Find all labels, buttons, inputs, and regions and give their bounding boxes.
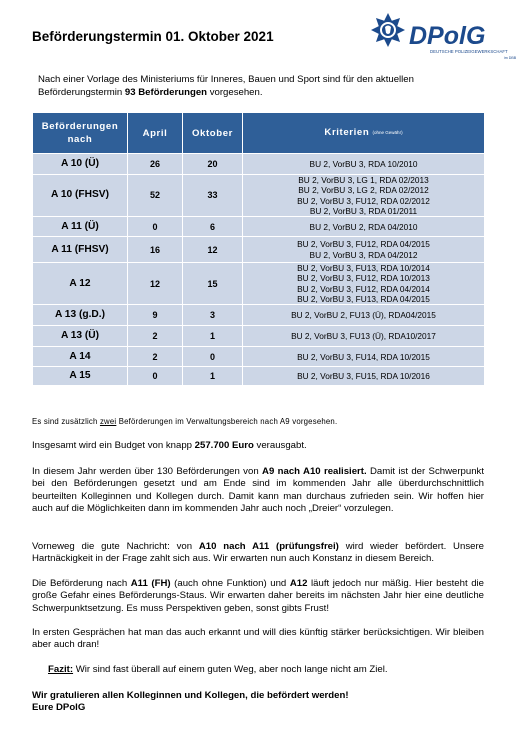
a10-a11-paragraph xyxy=(32,541,484,566)
conclusion-paragraph xyxy=(48,664,500,676)
table-row xyxy=(33,154,485,175)
criteria-cell xyxy=(243,237,485,263)
a9-a10-paragraph xyxy=(32,466,484,516)
grade-cell: A 12 xyxy=(33,263,128,305)
p1-bold: 257.700 Euro xyxy=(194,440,254,451)
intro-paragraph xyxy=(38,73,478,99)
criteria-cell xyxy=(243,175,485,217)
april-cell: 2 xyxy=(128,347,183,367)
header-grade xyxy=(33,113,128,154)
criteria-cell xyxy=(243,347,485,367)
criteria-cell xyxy=(243,367,485,386)
oktober-cell: 6 xyxy=(183,217,243,237)
oktober-cell: 0 xyxy=(183,347,243,367)
footnote-underlined: zwei xyxy=(99,417,117,426)
grade-cell: A 14 xyxy=(33,347,128,367)
header-grade-line1: Beförderungen xyxy=(41,121,119,132)
p1-text: Insgesamt wird ein Budget von knapp xyxy=(32,440,195,451)
intro-tail: vorgesehen. xyxy=(207,87,263,98)
oktober-cell: 12 xyxy=(183,237,243,263)
criteria-line: BU 2, VorBU 3, RDA 04/2012 xyxy=(309,249,418,260)
criteria-line: BU 2, VorBU 3, FU12, RDA 02/2012 xyxy=(297,195,430,206)
p4-mid: (auch ohne Funktion) und xyxy=(170,578,290,589)
p4-bold2: A12 xyxy=(289,578,308,589)
p4-text: Die Beförderung nach xyxy=(32,578,131,589)
footnote-tail: Beförderungen im Verwaltungsbereich nach A9 vorgesehen. xyxy=(116,417,338,426)
logo-line1: DEUTSCHE POLIZEIGEWERKSCHAFT xyxy=(430,49,508,54)
talks-paragraph: In ersten Gesprächen hat man das auch erkannt und will dies künftig stärker berücksichtigen. Wir bleiben aber auch dran! xyxy=(32,627,484,651)
p2-text: In diesem Jahr werden über 130 Beförderungen von xyxy=(32,466,263,477)
logo-name: DPolG xyxy=(409,22,486,50)
criteria-cell xyxy=(243,326,485,347)
oktober-cell: 15 xyxy=(183,263,243,305)
header-criteria-label: Kriterien xyxy=(324,127,370,139)
april-cell: 16 xyxy=(128,237,183,263)
april-cell: 9 xyxy=(128,305,183,326)
page-title: Beförderungstermin 01. Oktober 2021 xyxy=(32,29,274,44)
conclusion-text: Wir sind fast überall auf einem guten Weg, aber noch lange nicht am Ziel. xyxy=(73,664,388,675)
grade-cell: A 10 (FHSV) xyxy=(33,175,128,217)
criteria-line: BU 2, VorBU 3, LG 2, RDA 02/2012 xyxy=(298,185,429,196)
grade-cell: A 13 (g.D.) xyxy=(33,305,128,326)
p4-tail: läuft jedoch nur mäßig. Hier besteht die große Gefahr eines Beförderungs-Staus. Wir erwarten daher bereits im nächsten Jahr hier eine deutliche Schwerpunktsetzung. Es muss Perspektiven geben, sonst gibts Frust! xyxy=(32,578,484,614)
criteria-line: BU 2, VorBU 2, FU13 (Ü), RDA04/2015 xyxy=(291,310,436,321)
closing-line1: Wir gratulieren allen Kolleginnen und Kollegen, die befördert werden! xyxy=(32,690,349,701)
criteria-line: BU 2, VorBU 3, RDA 01/2011 xyxy=(309,205,418,216)
p2-bold: A9 nach A10 realisiert. xyxy=(262,466,367,477)
criteria-line: BU 2, VorBU 3, RDA 10/2010 xyxy=(309,158,418,169)
table-row xyxy=(33,347,485,367)
header-april: April xyxy=(128,113,183,154)
table-row xyxy=(33,367,485,386)
conclusion-label: Fazit: xyxy=(48,664,74,675)
p3-text: Vorneweg die gute Nachricht: von xyxy=(32,541,199,552)
criteria-line: BU 2, VorBU 3, LG 1, RDA 02/2013 xyxy=(298,175,429,185)
criteria-cell xyxy=(243,263,485,305)
criteria-line: BU 2, VorBU 2, RDA 04/2010 xyxy=(309,221,418,232)
criteria-line: BU 2, VorBU 3, FU12, RDA 10/2013 xyxy=(297,273,430,284)
grade-cell: A 15 xyxy=(33,367,128,386)
dpolg-logo xyxy=(367,10,517,65)
criteria-cell xyxy=(243,305,485,326)
criteria-line: BU 2, VorBU 3, FU13, RDA 10/2014 xyxy=(297,263,430,274)
grade-cell: A 11 (FHSV) xyxy=(33,237,128,263)
criteria-line: BU 2, VorBU 3, FU14, RDA 10/2015 xyxy=(297,351,430,362)
oktober-cell: 3 xyxy=(183,305,243,326)
criteria-cell xyxy=(243,154,485,175)
promotion-table xyxy=(32,112,485,386)
p3-bold: A10 nach A11 (prüfungsfrei) xyxy=(198,541,339,552)
budget-paragraph xyxy=(32,440,484,452)
april-cell: 0 xyxy=(128,367,183,386)
grade-cell: A 13 (Ü) xyxy=(33,326,128,347)
p2-tail: Damit ist der Schwerpunkt bei den Beförderungen gesetzt und am Ende sind im kommenden Jahr alle überdurchschnittlich beurteilten Kolleginnen und Kollegen durch. Damit kann man durchaus zufrieden sein. Wir hoffen hier auch auf die Möglichkeiten dann im kommenden Jahr auch noch „Dreier“ vorzulegen. xyxy=(32,466,485,515)
table-row xyxy=(33,217,485,237)
footnote-text: Es sind zusätzlich xyxy=(32,417,100,426)
header-criteria xyxy=(243,113,485,154)
oktober-cell: 1 xyxy=(183,326,243,347)
table-row xyxy=(33,175,485,217)
oktober-cell: 20 xyxy=(183,154,243,175)
p1-tail: verausgabt. xyxy=(253,440,307,451)
logo-line2: im DBB xyxy=(504,56,517,60)
p3-tail: wird wieder befördert. Unsere Hartnäckigkeit in der Frage zahlt sich aus. Wir erwarten nun auch Konstanz in diesem Bereich. xyxy=(32,541,484,565)
header-criteria-note: (ohne Gewähr) xyxy=(372,130,403,136)
grade-cell: A 11 (Ü) xyxy=(33,217,128,237)
april-cell: 0 xyxy=(128,217,183,237)
criteria-line: BU 2, VorBU 3, FU15, RDA 10/2016 xyxy=(297,371,430,382)
table-row xyxy=(33,305,485,326)
closing-signature: Eure DPolG xyxy=(32,702,86,714)
oktober-cell: 1 xyxy=(183,367,243,386)
april-cell: 26 xyxy=(128,154,183,175)
criteria-line: BU 2, VorBU 3, FU12, RDA 04/2015 xyxy=(297,239,430,250)
april-cell: 12 xyxy=(128,263,183,305)
criteria-line: BU 2, VorBU 3, FU13, RDA 04/2015 xyxy=(297,294,430,305)
table-footnote xyxy=(32,417,337,426)
intro-bold: 93 Beförderungen xyxy=(124,87,208,98)
intro-text: Nach einer Vorlage des Ministeriums für Inneres, Bauen und Sport sind für den aktuellen Beförderungstermin xyxy=(38,74,414,98)
table-header-row xyxy=(33,113,485,154)
grade-cell: A 10 (Ü) xyxy=(33,154,128,175)
april-cell: 52 xyxy=(128,175,183,217)
p4-bold1: A11 (FH) xyxy=(130,578,171,589)
a11-a12-paragraph xyxy=(32,578,484,615)
criteria-line: BU 2, VorBU 3, FU13 (Ü), RDA10/2017 xyxy=(291,331,436,342)
oktober-cell: 33 xyxy=(183,175,243,217)
criteria-cell xyxy=(243,217,485,237)
police-star-icon xyxy=(371,13,405,47)
april-cell: 2 xyxy=(128,326,183,347)
criteria-line: BU 2, VorBU 3, FU12, RDA 04/2014 xyxy=(297,283,430,294)
table-row xyxy=(33,326,485,347)
closing-paragraph xyxy=(32,690,484,715)
table-row xyxy=(33,237,485,263)
table-row xyxy=(33,263,485,305)
header-grade-line2: nach xyxy=(67,134,93,145)
header-oktober: Oktober xyxy=(183,113,243,154)
